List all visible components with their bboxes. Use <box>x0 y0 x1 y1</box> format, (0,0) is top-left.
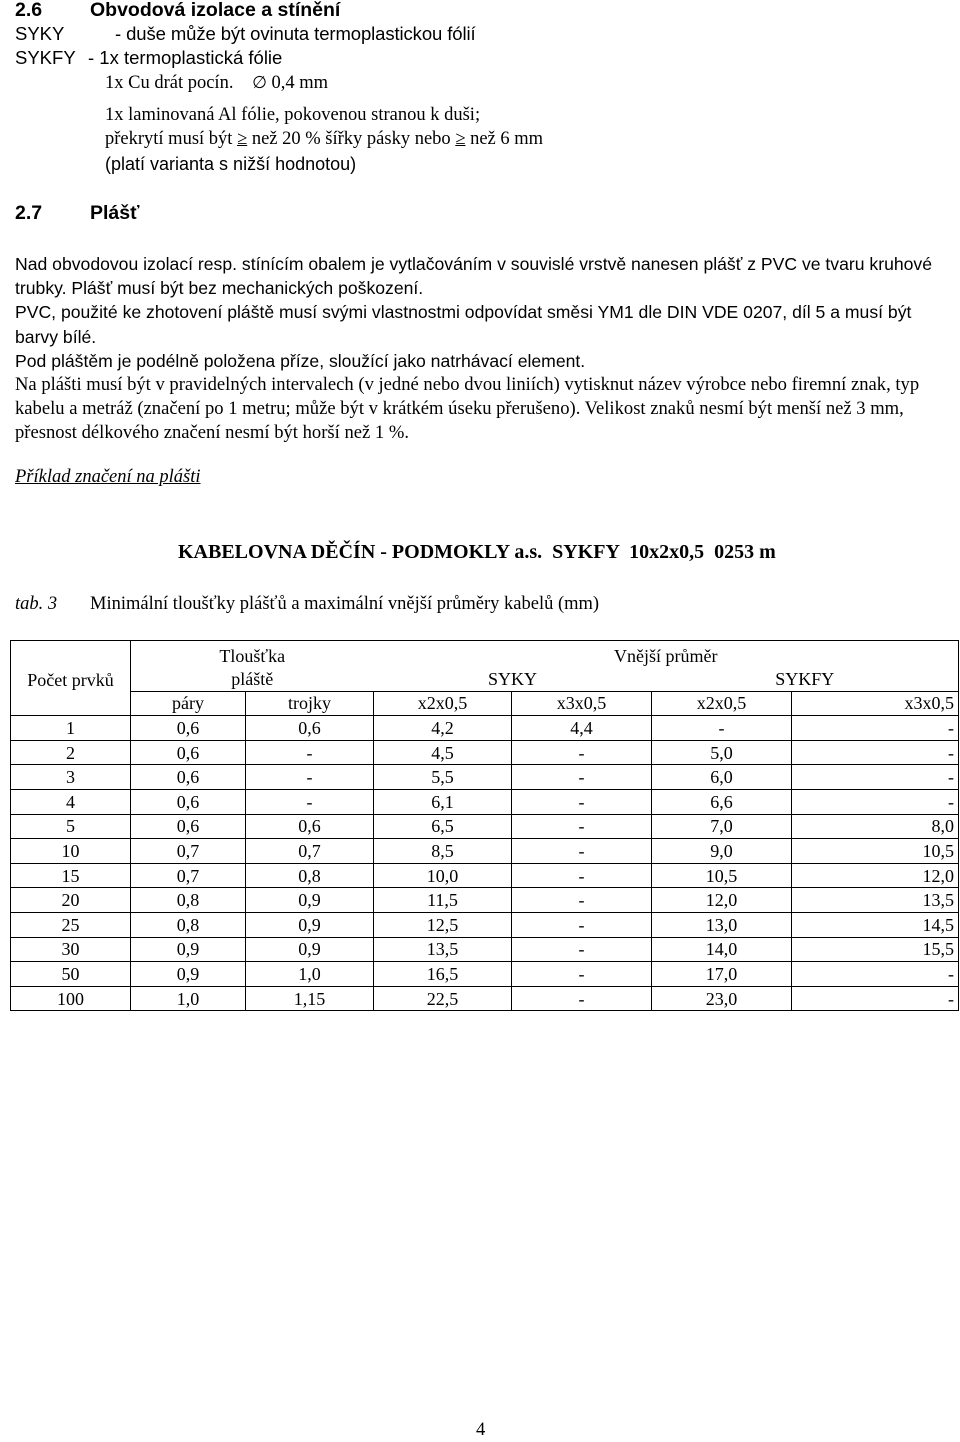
table-cell: 22,5 <box>374 986 512 1011</box>
table-cell: 12,0 <box>792 863 959 888</box>
table-row <box>11 716 959 741</box>
table-cell: 0,7 <box>246 839 374 864</box>
table-cell: 13,5 <box>374 937 512 962</box>
paragraph-ripcord: Pod pláštěm je podélně položena příze, sloužící jako natrhávací element. <box>15 350 586 371</box>
table-cell: 5,5 <box>374 765 512 790</box>
header-empty-cell <box>11 691 131 716</box>
table-cell: 0,6 <box>246 814 374 839</box>
table-row <box>11 789 959 814</box>
table-cell: 1,0 <box>246 962 374 987</box>
table-row <box>11 937 959 962</box>
table-cell: 6,1 <box>374 789 512 814</box>
table-cell: 14,0 <box>652 937 792 962</box>
table-cell: 0,9 <box>246 888 374 913</box>
table-row <box>11 839 959 864</box>
section-number-2-6: 2.6 <box>15 0 43 21</box>
foil-overlap-b: než 20 % šířky pásky nebo <box>251 129 451 149</box>
table-cell: - <box>512 765 652 790</box>
table-cell: 1 <box>11 716 131 741</box>
table-cell: 1,15 <box>246 986 374 1011</box>
table-cell: - <box>512 814 652 839</box>
table-cell: - <box>792 765 959 790</box>
example-marking: KABELOVNA DĚČÍN - PODMOKLY a.s. SYKFY 10x2x0,5 0253 m <box>178 541 776 563</box>
foil-overlap-c: než 6 mm <box>470 129 544 149</box>
syky-shielding-desc: - duše může být ovinuta termoplastickou fólií <box>115 23 476 44</box>
table-cell: 0,9 <box>131 962 246 987</box>
wire-line <box>105 71 328 95</box>
header-syky: SYKY <box>374 667 652 691</box>
table-cell: - <box>512 888 652 913</box>
table-cell: 50 <box>11 962 131 987</box>
table-tag: tab. 3 <box>15 594 58 614</box>
paragraph-jacket-pvc: Nad obvodovou izolací resp. stínícím obalem je vytlačováním v souvislé vrstvě nanesen plášť z PVC ve tvaru kruhové trubky. Plášť musí být bez mechanických poškození. <box>15 254 933 299</box>
sykfy-label: SYKFY <box>15 47 76 68</box>
table-cell: 23,0 <box>652 986 792 1011</box>
table-cell: - <box>792 740 959 765</box>
table-cell: 100 <box>11 986 131 1011</box>
table-cell: - <box>792 962 959 987</box>
table-row <box>11 740 959 765</box>
paragraph-pvc-compound: PVC, použité ke zhotovení pláště musí svými vlastnostmi odpovídat směsi YM1 dle DIN VDE 0207, díl 5 a musí být barvy bílé. <box>15 302 912 347</box>
table-row <box>11 888 959 913</box>
table-cell: 5 <box>11 814 131 839</box>
paragraph-marking: Na plášti musí být v pravidelných intervalech (v jedné nebo dvou liniích) vytisknut název výrobce nebo firemní znak, typ kabelu a metráž (značení po 1 metru; může být v krátkém úseku přerušeno). Velikost znaků nesmí být menší než 3 mm, přesnost délkového značení nesmí být horší než 1 %. <box>15 374 920 444</box>
table-cell: 16,5 <box>374 962 512 987</box>
diameter-icon: ∅ <box>252 73 267 93</box>
table-body <box>11 716 959 1011</box>
table-cell: 3 <box>11 765 131 790</box>
table-cell: - <box>512 740 652 765</box>
header-pairs: páry <box>131 691 246 716</box>
header-sykfy-x3: x3x0,5 <box>792 691 959 716</box>
table-cell: 7,0 <box>652 814 792 839</box>
table-cell: 10 <box>11 839 131 864</box>
table-cell: 25 <box>11 912 131 937</box>
table-cell: 15 <box>11 863 131 888</box>
header-syky-x3: x3x0,5 <box>512 691 652 716</box>
table-cell: 12,0 <box>652 888 792 913</box>
table-cell: - <box>246 740 374 765</box>
table-cell: 0,8 <box>131 888 246 913</box>
table-cell: 0,8 <box>131 912 246 937</box>
table-cell: 0,8 <box>246 863 374 888</box>
table-cell: - <box>792 789 959 814</box>
table-cell: 0,6 <box>131 716 246 741</box>
table-cell: 6,6 <box>652 789 792 814</box>
header-sykfy-x2: x2x0,5 <box>652 691 792 716</box>
table-cell: 4 <box>11 789 131 814</box>
table-cell: 0,9 <box>246 912 374 937</box>
table-cell: - <box>246 789 374 814</box>
table-cell: 4,5 <box>374 740 512 765</box>
table-cell: 4,2 <box>374 716 512 741</box>
wire-desc: 1x Cu drát pocín. <box>105 73 234 93</box>
table-cell: - <box>512 937 652 962</box>
table-caption: Minimální tloušťky plášťů a maximální vnější průměry kabelů (mm) <box>90 594 600 614</box>
table-cell: - <box>512 912 652 937</box>
table-cell: 1,0 <box>131 986 246 1011</box>
syky-label: SYKY <box>15 23 65 44</box>
table-cell: - <box>512 986 652 1011</box>
header-thickness-2: pláště <box>131 667 374 691</box>
table-cell: 12,5 <box>374 912 512 937</box>
table-cell: 6,0 <box>652 765 792 790</box>
section-title-2-7: Plášť <box>90 202 140 224</box>
table-cell: 14,5 <box>792 912 959 937</box>
table-cell: 17,0 <box>652 962 792 987</box>
header-sykfy: SYKFY <box>652 667 959 691</box>
table-header-row-3 <box>11 691 959 716</box>
table-cell: 30 <box>11 937 131 962</box>
table-cell: 0,9 <box>131 937 246 962</box>
table-cell: 10,5 <box>652 863 792 888</box>
table-cell: 20 <box>11 888 131 913</box>
section-number-2-7: 2.7 <box>15 202 43 224</box>
table-row <box>11 912 959 937</box>
section-title-2-6: Obvodová izolace a stínění <box>90 0 341 21</box>
foil-line-1: 1x laminovaná Al fólie, pokovenou stranou k duši; <box>105 105 481 125</box>
table-cell: 2 <box>11 740 131 765</box>
table-cell: 0,7 <box>131 863 246 888</box>
syky-shielding-text <box>74 22 476 46</box>
ge-icon: ≥ <box>455 129 466 149</box>
foil-overlap-a: překrytí musí být <box>105 129 233 149</box>
table-header-row-2 <box>11 667 959 691</box>
table-row <box>11 814 959 839</box>
table-cell: - <box>512 839 652 864</box>
table-header-row-1 <box>11 641 959 668</box>
table-cell: 13,5 <box>792 888 959 913</box>
table-row <box>11 986 959 1011</box>
table-cell: 0,9 <box>246 937 374 962</box>
marking-requirements <box>15 373 945 446</box>
table-cell: 6,5 <box>374 814 512 839</box>
table-cell: - <box>512 863 652 888</box>
table-cell: 11,5 <box>374 888 512 913</box>
table-cell: - <box>652 716 792 741</box>
header-thickness-1: Tloušťka <box>131 641 374 668</box>
example-label: Příklad značení na plášti <box>15 467 201 487</box>
table-row <box>11 765 959 790</box>
jacket-description <box>15 252 945 373</box>
table-cell: 0,7 <box>131 839 246 864</box>
table-cell: 13,0 <box>652 912 792 937</box>
table-cell: 9,0 <box>652 839 792 864</box>
table-cell: 0,6 <box>131 765 246 790</box>
dimensions-table <box>10 640 959 1011</box>
wire-diameter: 0,4 mm <box>271 73 329 93</box>
table-cell: 8,0 <box>792 814 959 839</box>
page-number: 4 <box>476 1420 486 1440</box>
header-count: Počet prvků <box>11 641 131 692</box>
sykfy-foil-text: - 1x termoplastická fólie <box>88 47 283 68</box>
table-cell: - <box>512 789 652 814</box>
foil-line-2 <box>105 127 543 151</box>
table-cell: 4,4 <box>512 716 652 741</box>
table-row <box>11 863 959 888</box>
table-cell: 0,6 <box>131 789 246 814</box>
table-cell: - <box>246 765 374 790</box>
table-cell: 5,0 <box>652 740 792 765</box>
table-cell: 0,6 <box>131 740 246 765</box>
table-cell: - <box>792 986 959 1011</box>
table-cell: 10,0 <box>374 863 512 888</box>
table-cell: - <box>792 716 959 741</box>
header-triples: trojky <box>246 691 374 716</box>
table-cell: 0,6 <box>131 814 246 839</box>
header-syky-x2: x2x0,5 <box>374 691 512 716</box>
table-cell: 10,5 <box>792 839 959 864</box>
foil-line-3: (platí varianta s nižší hodnotou) <box>105 154 357 174</box>
table-cell: 15,5 <box>792 937 959 962</box>
header-outer-diameter: Vnější průměr <box>374 641 959 668</box>
table-cell: 0,6 <box>246 716 374 741</box>
table-cell: 8,5 <box>374 839 512 864</box>
table-row <box>11 962 959 987</box>
table-cell: - <box>512 962 652 987</box>
ge-icon: ≥ <box>237 129 248 149</box>
